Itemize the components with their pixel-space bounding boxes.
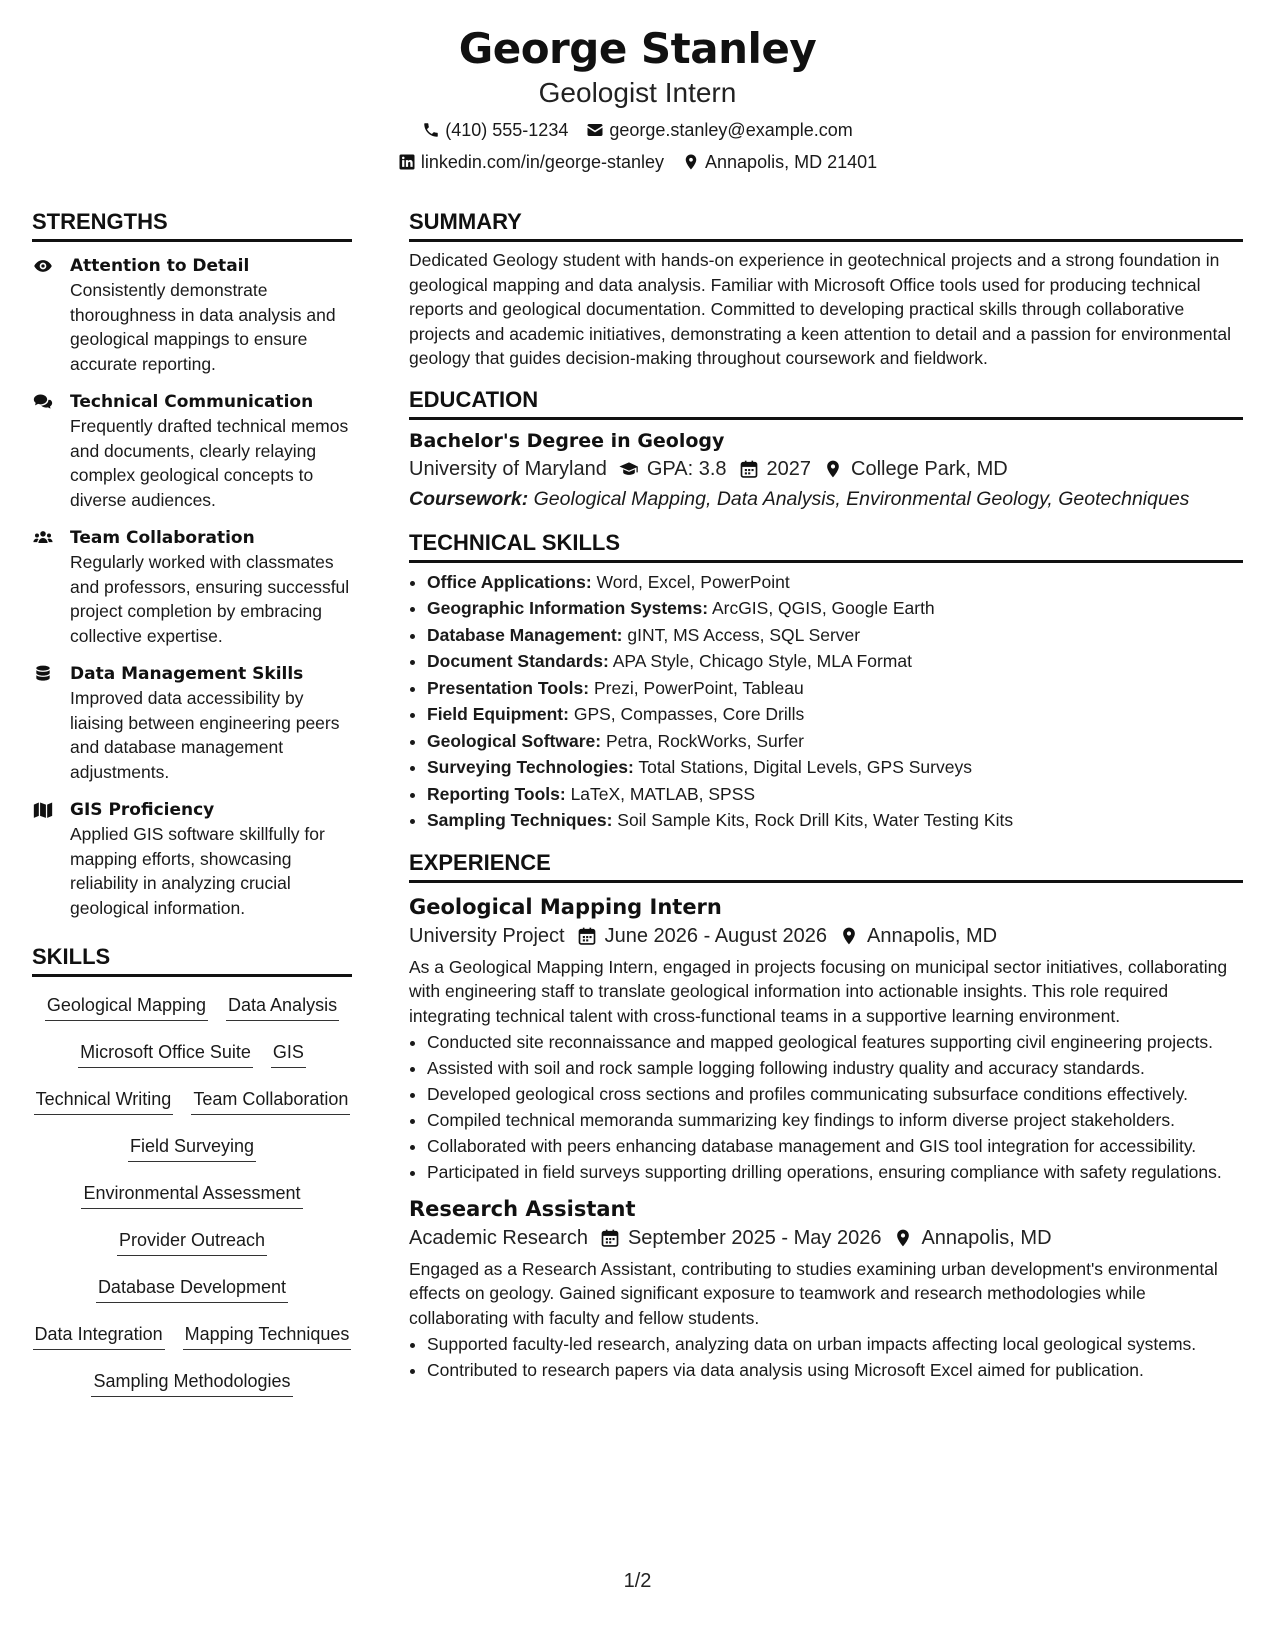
technical-skills-list (409, 569, 1243, 834)
summary-heading: SUMMARY (409, 209, 1243, 242)
phone-contact (422, 119, 568, 141)
map-icon (32, 800, 54, 820)
map-pin-icon (682, 153, 700, 171)
tech-skill-value: GPS, Compasses, Core Drills (573, 704, 805, 724)
job-org: University Project (409, 924, 565, 947)
left-column (32, 209, 352, 1410)
gpa-text: GPA: 3.8 (646, 457, 727, 480)
phone-icon (422, 121, 440, 139)
skill-tag: Sampling Methodologies (91, 1363, 292, 1397)
linkedin-contact[interactable] (398, 151, 664, 173)
summary-text: Dedicated Geology student with hands-on experience in geotechnical projects and a strong foundation in geological mapping and data analysis. Familiar with Microsoft Office tools used for producing technical reports and geological documentation. Committed to developing practical skills through collaborative projects and academic initiatives, demonstrating a keen attention to detail and a passion for environmental geology that guides decision-making throughout coursework and fieldwork. (409, 250, 1232, 368)
skill-tag: Geological Mapping (45, 987, 208, 1021)
calendar-icon (739, 459, 759, 479)
education-meta (409, 454, 1243, 484)
strength-desc: Frequently drafted technical memos and documents, clearly relaying complex geological concepts to diverse audiences. (70, 416, 349, 510)
list-item: • Compiled technical memoranda summarizing key findings to inform diverse project stakeholders. (427, 1108, 1243, 1133)
school-name: University of Maryland (409, 457, 607, 480)
location-contact (682, 151, 877, 173)
technical-skills-heading: TECHNICAL SKILLS (409, 530, 1243, 563)
envelope-icon (586, 121, 604, 139)
chat-icon (32, 392, 54, 412)
degree-title: Bachelor's Degree in Geology (409, 429, 725, 452)
skill-tag: Technical Writing (34, 1081, 174, 1115)
strength-item (32, 798, 352, 920)
list-item (427, 648, 1243, 675)
job-title: Research Assistant (409, 1196, 636, 1221)
strengths-list (32, 254, 352, 920)
skill-tag: Data Integration (33, 1316, 165, 1350)
strength-title: Technical Communication (70, 392, 314, 412)
list-item: • Developed geological cross sections and profiles communicating subsurface conditions effectively. (427, 1082, 1243, 1107)
tech-skill-value: Word, Excel, PowerPoint (596, 571, 790, 592)
tech-skill-value: APA Style, Chicago Style, MLA Format (612, 651, 912, 671)
skills-list (32, 987, 352, 1410)
tech-skill-label: Surveying Technologies: (427, 757, 634, 777)
experience-heading: EXPERIENCE (409, 850, 1243, 883)
coursework-label: Coursework: (409, 487, 529, 510)
list-item (427, 622, 1243, 649)
list-item (427, 754, 1243, 781)
list-item: • Contributed to research papers via data analysis using Microsoft Excel aimed for publication. (427, 1358, 1243, 1383)
linkedin-text[interactable]: linkedin.com/in/george-stanley (420, 152, 665, 172)
tech-skill-label: Office Applications: (427, 571, 592, 592)
email-contact[interactable] (586, 119, 852, 141)
strength-item (32, 254, 352, 376)
users-icon (32, 528, 54, 548)
skill-tag: Environmental Assessment (81, 1175, 302, 1209)
skill-tag: Team Collaboration (191, 1081, 350, 1115)
job-meta (409, 1223, 1243, 1253)
graduation-year: 2027 (766, 457, 812, 480)
tech-skill-label: Field Equipment: (427, 704, 569, 724)
contact-row-1 (0, 119, 1275, 141)
tech-skill-value: gINT, MS Access, SQL Server (627, 624, 861, 645)
list-item: • Conducted site reconnaissance and mapped geological features supporting civil engineering projects. (427, 1030, 1243, 1055)
job-dates: September 2025 - May 2026 (627, 1226, 882, 1249)
tech-skill-label: Geographic Information Systems: (427, 598, 709, 618)
email-text[interactable]: george.stanley@example.com (609, 120, 853, 140)
job-org: Academic Research (409, 1226, 588, 1249)
tech-skill-value: ArcGIS, QGIS, Google Earth (711, 598, 935, 618)
job-entry (409, 893, 1243, 1185)
strength-item (32, 390, 352, 512)
tech-skill-label: Document Standards: (427, 651, 609, 671)
strength-title: Data Management Skills (70, 664, 304, 684)
list-item (427, 675, 1243, 702)
resume-header (0, 24, 1275, 173)
tech-skill-label: Sampling Techniques: (427, 810, 613, 830)
job-bullets (409, 1332, 1243, 1383)
tech-skill-value: Petra, RockWorks, Surfer (605, 730, 805, 751)
strength-desc: Consistently demonstrate thoroughness in data analysis and geological mappings to ensure accurate reporting. (70, 280, 336, 374)
list-item (427, 781, 1243, 808)
calendar-icon (600, 1228, 620, 1248)
strength-title: Team Collaboration (70, 528, 255, 548)
job-location: Annapolis, MD (867, 924, 998, 947)
candidate-name: George Stanley (458, 24, 817, 73)
map-pin-icon (893, 1228, 913, 1248)
list-item: • Supported faculty-led research, analyzing data on urban impacts affecting local geological systems. (427, 1332, 1243, 1357)
list-item (427, 595, 1243, 622)
strength-item (32, 526, 352, 648)
phone-text: (410) 555-1234 (445, 120, 569, 140)
list-item: • Assisted with soil and rock sample logging following industry quality and accuracy standards. (427, 1056, 1243, 1081)
skills-heading: SKILLS (32, 944, 352, 977)
job-description: Engaged as a Research Assistant, contributing to studies examining urban development's environmental effects on geology. Gained significant exposure to teamwork and research methodologies while collaborating with faculty and fellow students. (409, 1258, 1218, 1328)
strength-title: GIS Proficiency (70, 800, 215, 820)
tech-skill-value: Prezi, PowerPoint, Tableau (593, 677, 804, 698)
strength-item (32, 662, 352, 784)
page-number: 1/2 (623, 1570, 652, 1592)
tech-skill-label: Database Management: (427, 624, 623, 645)
strength-desc: Improved data accessibility by liaising between engineering peers and database management adjustments. (70, 688, 340, 782)
list-item (427, 807, 1243, 834)
skill-tag: Data Analysis (226, 987, 339, 1021)
coursework-text: Geological Mapping, Data Analysis, Environmental Geology, Geotechniques (533, 487, 1190, 510)
eye-icon (32, 256, 54, 276)
calendar-icon (577, 926, 597, 946)
tech-skill-value: Soil Sample Kits, Rock Drill Kits, Water Testing Kits (617, 810, 1014, 830)
job-description: As a Geological Mapping Intern, engaged in projects focusing on municipal sector initiatives, collaborating with engineering staff to translate geological information into actionable insights. This role required integrating technical talent with cross-functional teams in a supportive learning environment. (409, 956, 1228, 1026)
skill-tag: GIS (271, 1034, 306, 1068)
tech-skill-value: LaTeX, MATLAB, SPSS (570, 783, 756, 804)
school-location: College Park, MD (851, 457, 1008, 480)
skill-tag: Provider Outreach (117, 1222, 267, 1256)
list-item (427, 569, 1243, 596)
strength-title: Attention to Detail (70, 256, 250, 276)
job-location: Annapolis, MD (921, 1226, 1052, 1249)
linkedin-icon (398, 153, 416, 171)
list-item (427, 701, 1243, 728)
job-bullets (409, 1030, 1243, 1185)
candidate-title: Geologist Intern (538, 77, 737, 108)
skill-tag: Mapping Techniques (183, 1316, 352, 1350)
right-column (409, 209, 1243, 1384)
strength-desc: Applied GIS software skillfully for mapping efforts, showcasing reliability in analyzing crucial geological information. (70, 824, 325, 918)
tech-skill-value: Total Stations, Digital Levels, GPS Surveys (638, 757, 972, 777)
coursework-line (409, 484, 1243, 514)
graduation-cap-icon (619, 459, 639, 479)
job-entry (409, 1195, 1243, 1383)
skill-tag: Microsoft Office Suite (78, 1034, 253, 1068)
tech-skill-label: Reporting Tools: (427, 783, 566, 804)
skill-tag: Field Surveying (128, 1128, 256, 1162)
database-icon (32, 664, 54, 684)
list-item: • Participated in field surveys supporting drilling operations, ensuring compliance with safety regulations. (427, 1160, 1243, 1185)
skill-tag: Database Development (96, 1269, 288, 1303)
tech-skill-label: Geological Software: (427, 730, 602, 751)
location-text: Annapolis, MD 21401 (705, 152, 878, 172)
job-title: Geological Mapping Intern (409, 894, 722, 919)
contact-row-2 (0, 151, 1275, 173)
strengths-heading: STRENGTHS (32, 209, 352, 242)
map-pin-icon (823, 459, 843, 479)
job-dates: June 2026 - August 2026 (604, 924, 828, 947)
list-item (427, 728, 1243, 755)
list-item: • Collaborated with peers enhancing database management and GIS tool integration for accessibility. (427, 1134, 1243, 1159)
tech-skill-label: Presentation Tools: (427, 677, 590, 698)
strength-desc: Regularly worked with classmates and professors, ensuring successful project completion by embracing collective expertise. (70, 552, 350, 646)
job-meta (409, 921, 1243, 951)
map-pin-icon (839, 926, 859, 946)
education-heading: EDUCATION (409, 387, 1243, 420)
